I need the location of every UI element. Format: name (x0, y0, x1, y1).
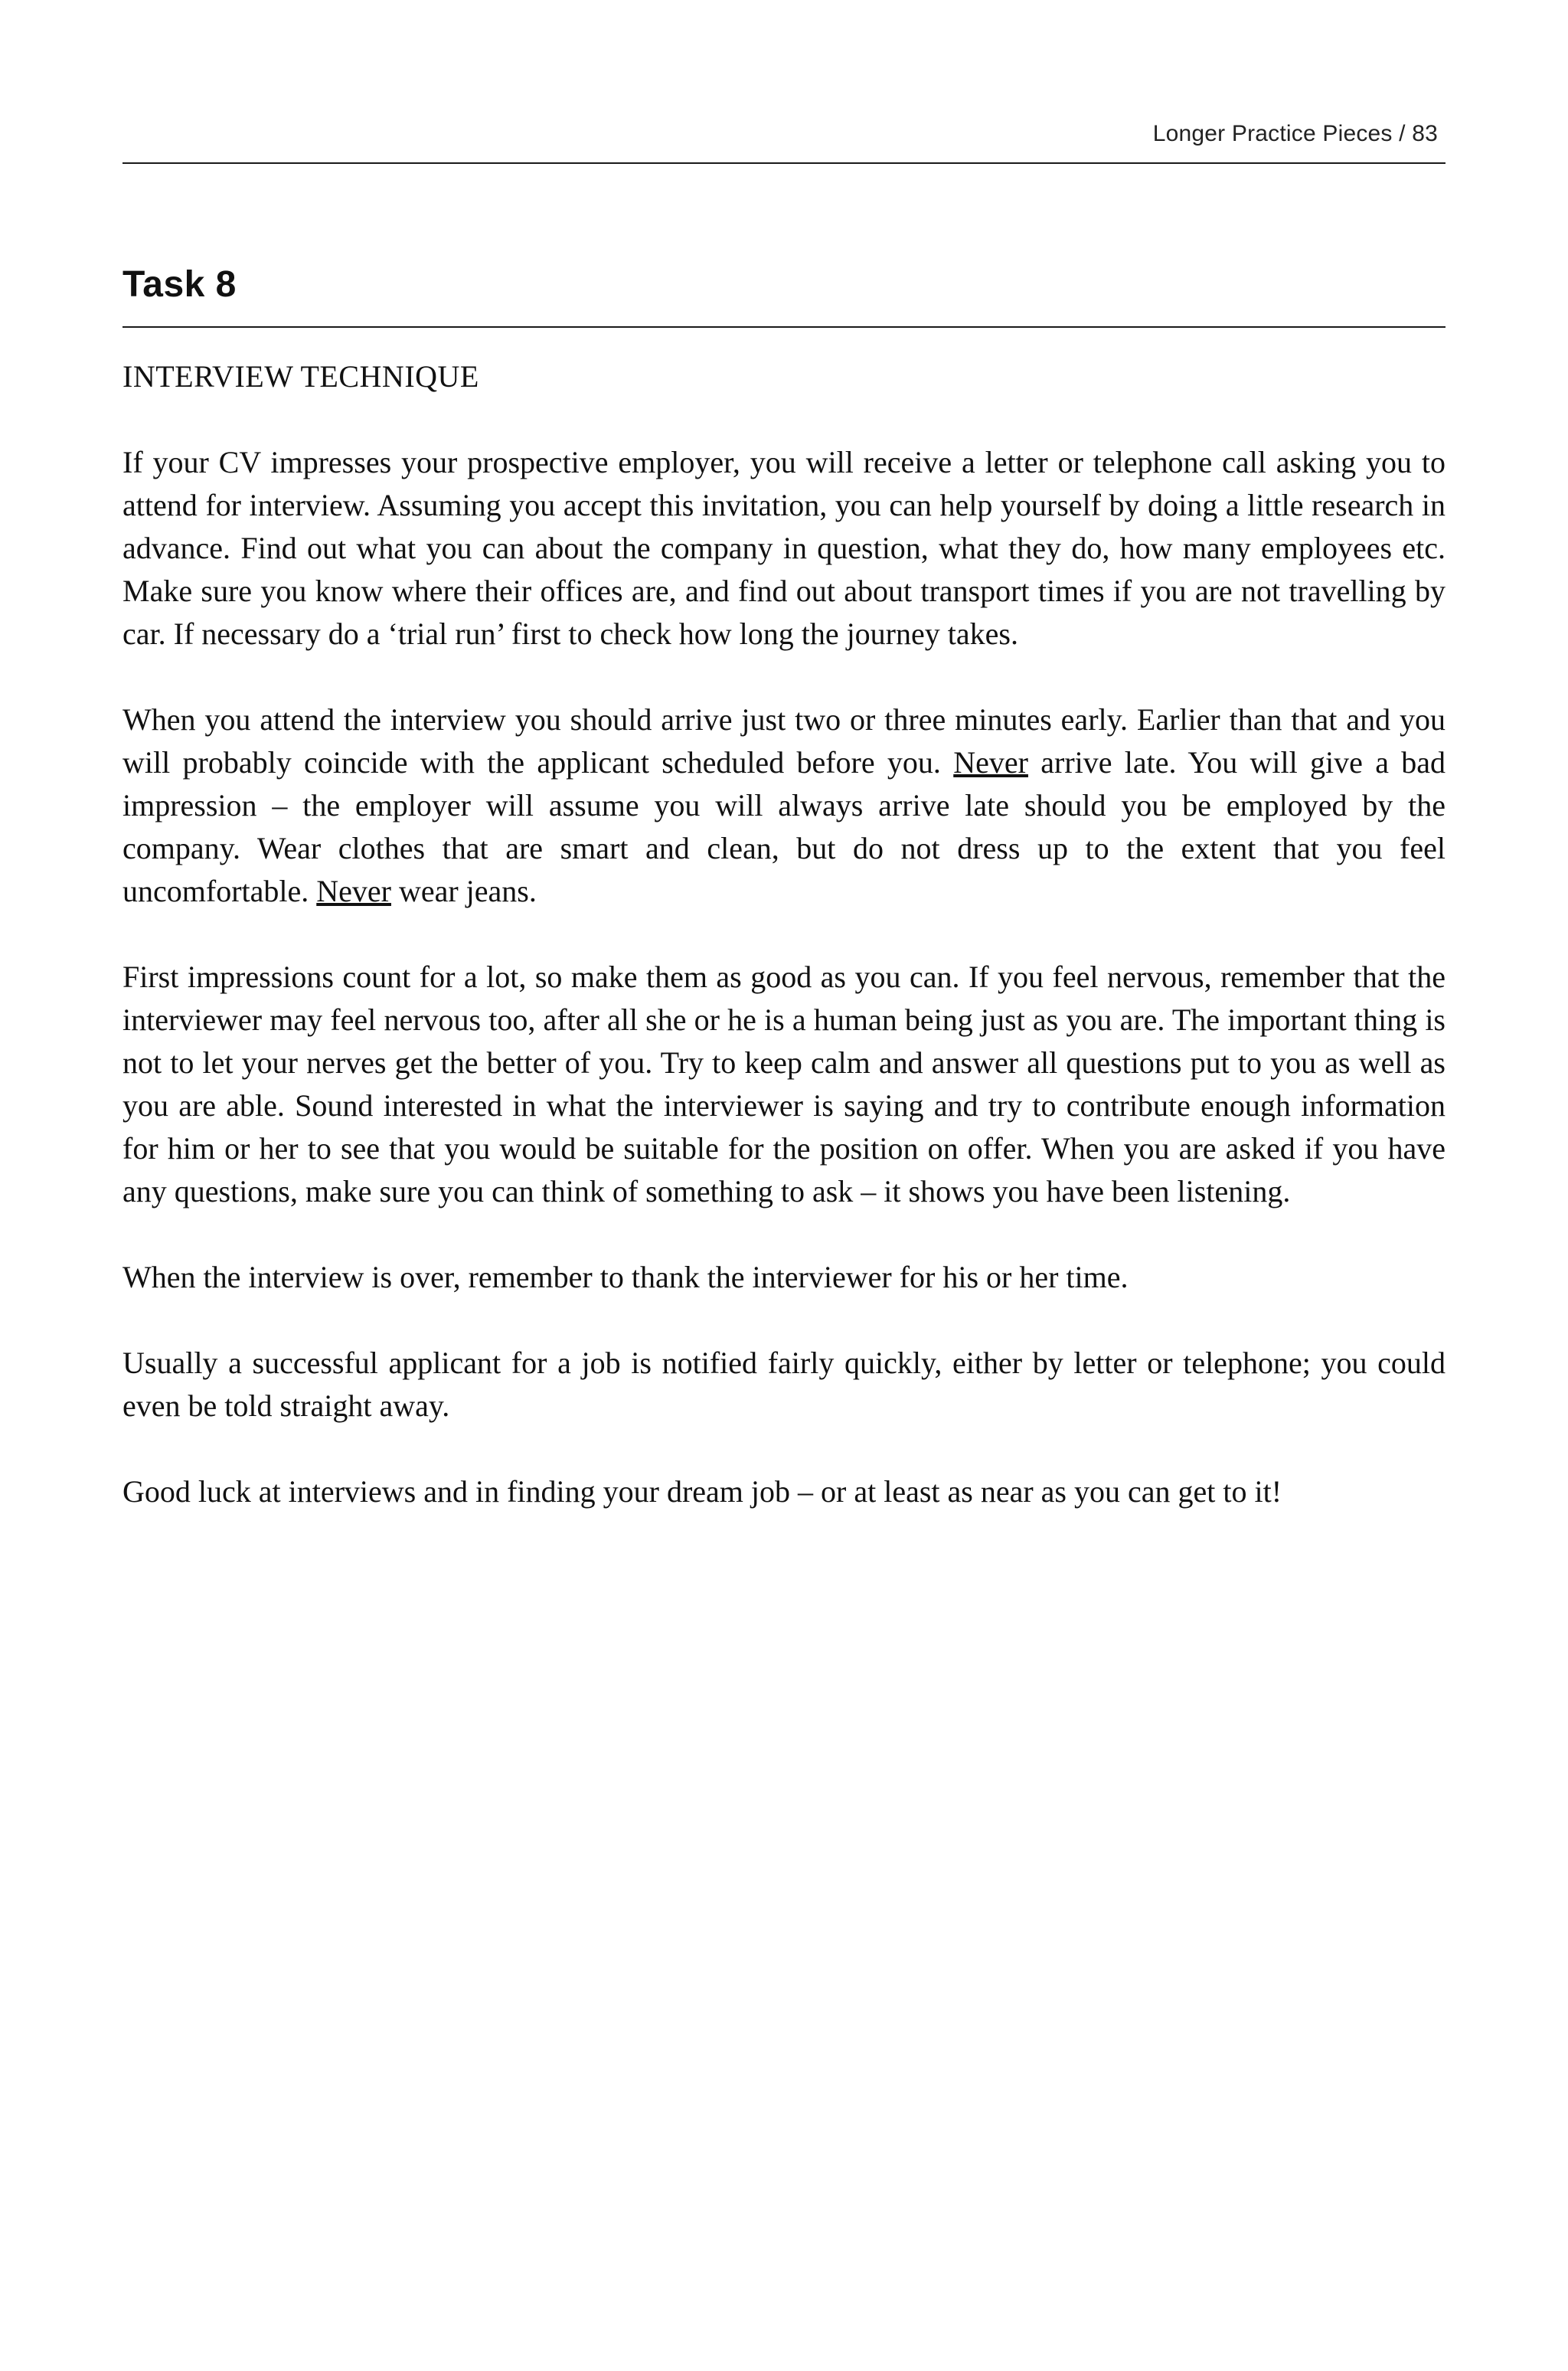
never-emphasis-1: Never (953, 745, 1028, 780)
paragraph-4: When the interview is over, remember to thank the interviewer for his or her time. (122, 1260, 1129, 1294)
paragraph-2 (122, 698, 1446, 913)
paragraph-2-part-1: When you attend the interview you should arrive just two or three minutes early. Earlier than that and you will probably coincide with the applicant scheduled before you. (122, 702, 1446, 780)
paragraph-6: Good luck at interviews and in finding your dream job – or at least as near as you can get to it! (122, 1474, 1282, 1509)
header-rule (122, 162, 1446, 164)
paragraph-5: Usually a successful applicant for a job is notified fairly quickly, either by letter or telephone; you could even be told straight away. (122, 1346, 1446, 1423)
paragraph-3: First impressions count for a lot, so make them as good as you can. If you feel nervous, remember that the interviewer may feel nervous too, after all she or he is a human being just as you are. The important thing is not to let your nerves get the better of you. Try to keep calm and answer all questions put to you as well as you are able. Sound interested in what the interviewer is saying and try to contribute enough information for him or her to see that you would be suitable for the position on offer. When you are asked if you have any questions, make sure you can think of something to ask – it shows you have been listening. (122, 960, 1446, 1208)
never-emphasis-2: Never (316, 874, 391, 908)
section-heading: INTERVIEW TECHNIQUE (122, 359, 479, 394)
task-title: Task 8 (122, 264, 237, 305)
paragraph-2-part-3: wear jeans. (390, 874, 537, 908)
running-head: Longer Practice Pieces / 83 (1152, 121, 1438, 146)
document-body (122, 355, 1446, 1556)
paragraph-2-part-2: arrive late. You will give a bad impression – the employer will assume you will always arrive late should you be employed by the company. Wear clothes that are smart and clean, but do not dress up to the extent that you feel uncomfortable. (122, 745, 1446, 908)
paragraph-1: If your CV impresses your prospective employer, you will receive a letter or telephone call asking you to attend for interview. Assuming you accept this invitation, you can help yourself by doing a little research in advance. Find out what you can about the company in question, what they do, how many employees etc. Make sure you know where their offices are, and find out about transport times if you are not travelling by car. If necessary do a ‘trial run’ first to check how long the journey takes. (122, 445, 1446, 651)
title-rule (122, 326, 1446, 328)
